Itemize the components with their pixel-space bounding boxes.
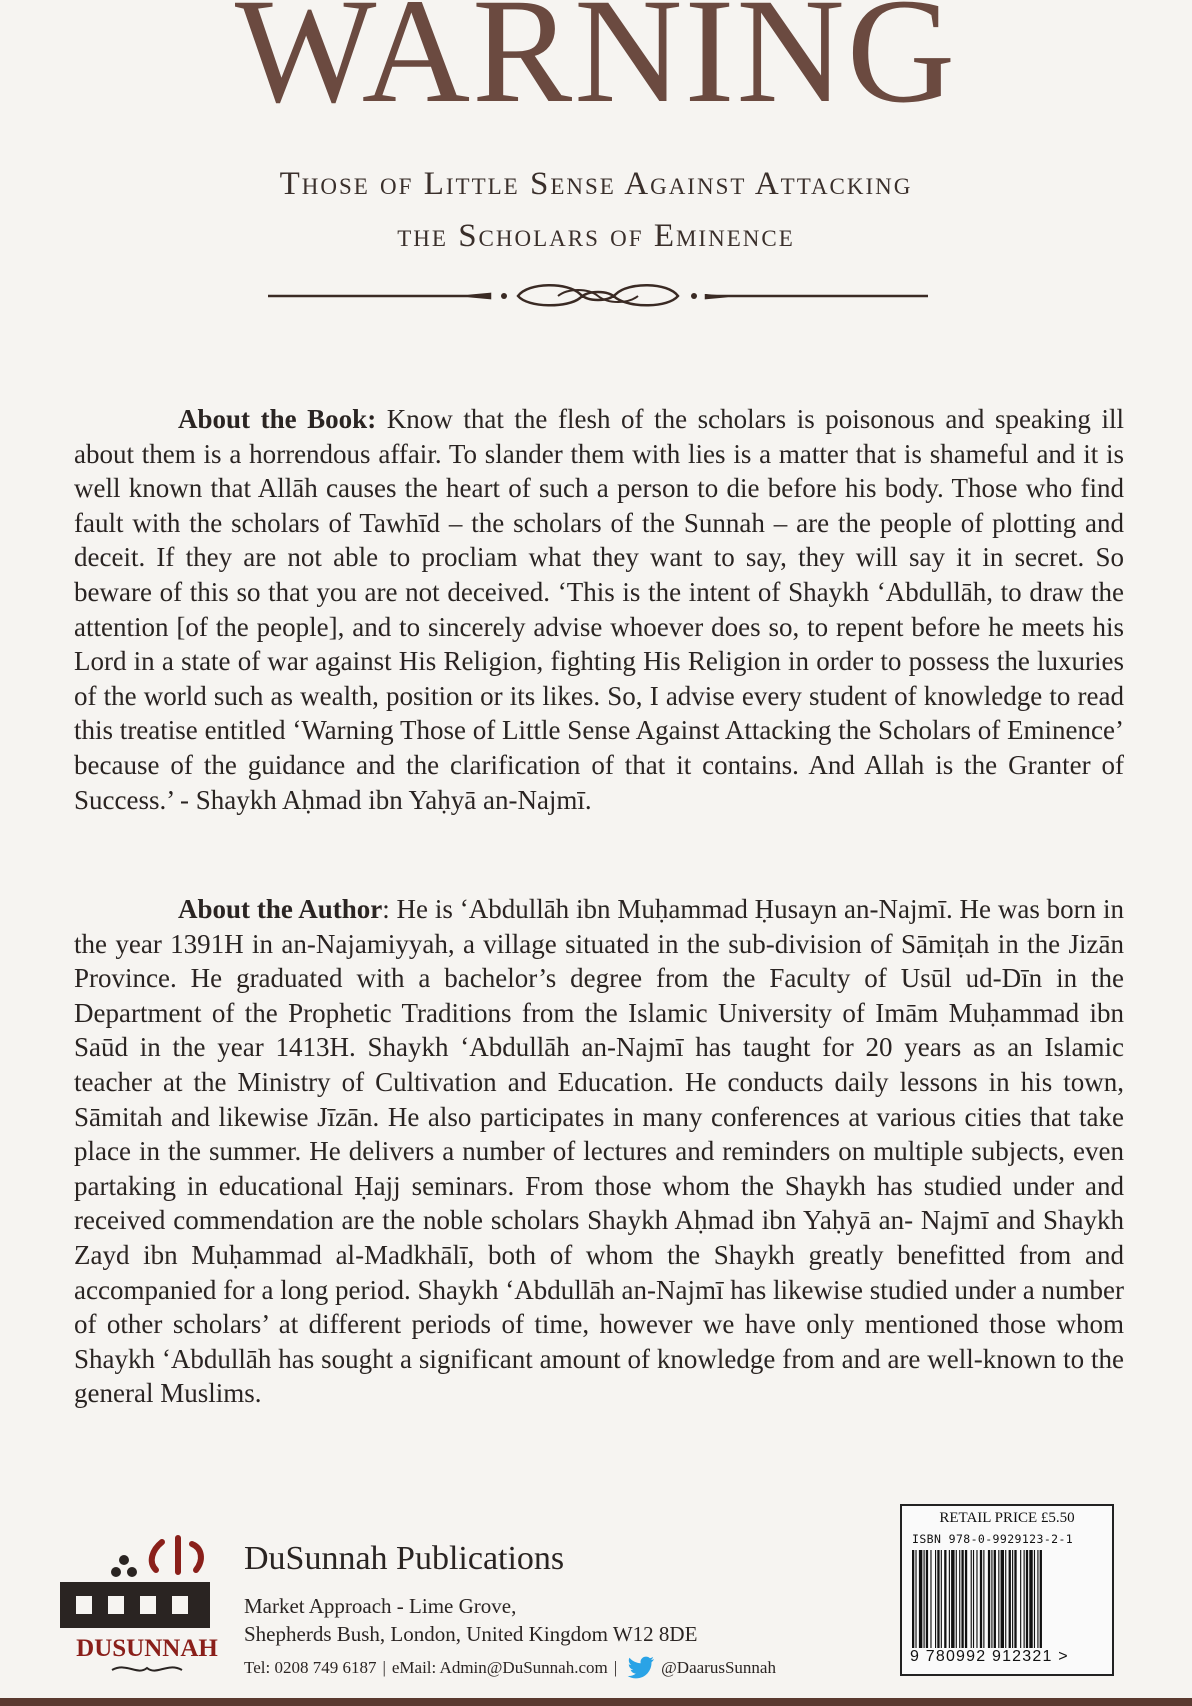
barcode-bars [910,1550,1106,1648]
isbn-text: ISBN 978-0-9929123-2-1 [912,1532,1074,1546]
about-the-book-paragraph [74,402,1124,817]
about-the-author-paragraph [74,892,1124,1411]
address-line-2: Shepherds Bush, London, United Kingdom W12 8DE [244,1622,698,1646]
subtitle-line-1: Those of Little Sense Against Attacking [279,166,913,202]
about-book-lead: About the Book: [178,404,377,434]
retail-price: RETAIL PRICE £5.50 [939,1510,1075,1526]
address-line-1: Market Approach - Lime Grove, [244,1594,517,1618]
about-author-lead: About the Author [178,894,383,924]
flourish-divider-icon [268,278,928,314]
cover-title: WARNING [234,0,958,134]
logo-wordmark: DUSUNNAH [76,1635,218,1662]
twitter-bird-icon [627,1656,655,1680]
about-author-text: : He is ‘Abdullāh ibn Muḥammad Ḥusayn an-Najmī. He was born in the year 1391H in an-Najamiyyah, a village situated in the sub-division of Sāmiṭah in the Jizān Province. He graduated with a bachelor’s degree from the Faculty of Usūl ud-Dīn in the Department of the Prophetic Traditions from the Islamic University of Imām Muḥammad ibn Saūd in the year 1413H. Shaykh ‘Abdullāh an-Najmī has taught for 20 years as an Islamic teacher at the Ministry of Cultivation and Education. He conducts daily lessons in his town, Sāmitah and likewise Jīzān. He also participates in many conferences at various cities that take place in the summer. He delivers a number of lectures and reminders on multiple subjects, even partaking in educational Ḥajj seminars. From those whom the Shaykh has studied under and received commendation are the noble scholars Shaykh Aḥmad ibn Yaḥyā an- Najmī and Shaykh Zayd ibn Muḥammad al-Madkhālī, both of whom the Shaykh greatly benefitted from and accompanied for a long period. Shaykh ‘Abdullāh an-Najmī has likewise studied under a number of other scholars’ at different periods of time, however we have only mentioned those whom Shaykh ‘Abdullāh has sought a significant amount of knowledge from and are well-known to the general Muslims. [74,894,1124,1409]
about-book-text: Know that the flesh of the scholars is poisonous and speaking ill about them is a horrendous affair. To slander them with lies is a matter that is shameful and it is well known that Allāh causes the heart of such a person to die before his body. Those who find fault with the scholars of Tawhīd – the scholars of the Sunnah – are the people of plotting and deceit. If they are not able to procliam what they want to say, they will say it in secret. So beware of this so that you are not deceived. ‘This is the intent of Shaykh ‘Abdullāh, to draw the attention [of the people], and to sincerely advise whoever does so, to repent before he meets his Lord in a state of war against His Religion, fighting His Religion in order to possess the luxuries of the world such as wealth, position or its likes. So, I advise every student of knowledge to read this treatise entitled ‘Warning Those of Little Sense Against Attacking the Scholars of Eminence’ because of the guidance and the clarification of that it contains. And Allah is the Granter of Success.’ - Shaykh Aḥmad ibn Yaḥyā an-Najmī. [74,404,1124,815]
email: eMail: Admin@DuSunnah.com [391,1658,608,1677]
contact-row: Tel: 0208 749 6187 | eMail: Admin@DuSunnah.com | @DaarusSunnah [244,1656,776,1680]
bottom-border [0,1698,1192,1706]
dusunnah-logo [52,1530,242,1680]
twitter-handle: @DaarusSunnah [661,1658,776,1677]
telephone: Tel: 0208 749 6187 [244,1658,377,1677]
barcode-label [900,1504,1114,1676]
barcode-digits: 9 780992 912321 > [910,1648,1069,1665]
publisher-name: DuSunnah Publications [244,1540,565,1577]
subtitle-line-2: the Scholars of Eminence [397,218,795,254]
